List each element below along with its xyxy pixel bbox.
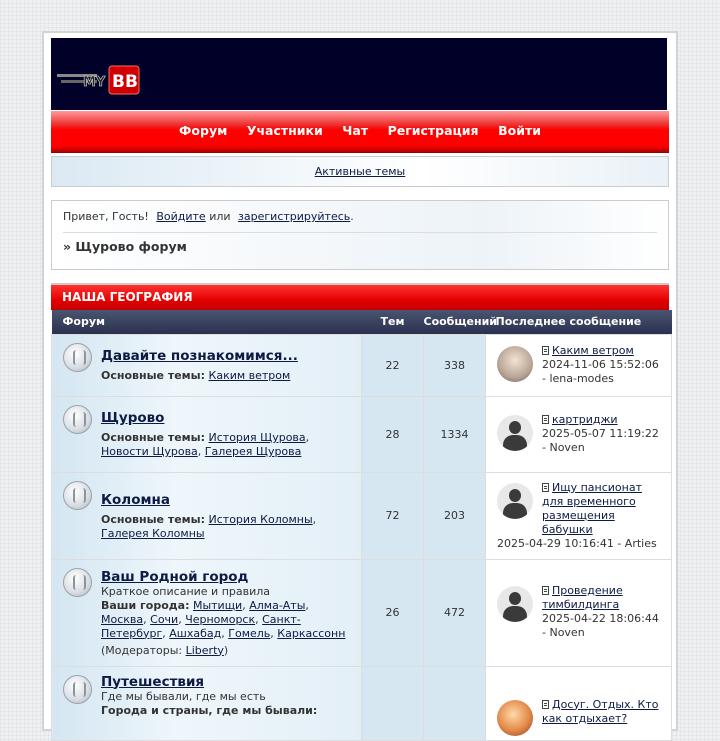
forum-description: Где мы бывали, где мы есть bbox=[101, 689, 266, 703]
forum-cell bbox=[52, 666, 362, 740]
moderators-close: ) bbox=[223, 643, 229, 657]
forum-cell: Коломна Основные темы: История Коломны, Галерея Коломны bbox=[52, 472, 362, 559]
welcome-box bbox=[51, 200, 669, 270]
subforum-link[interactable]: Каркассонн bbox=[277, 626, 346, 640]
subforum-link[interactable]: Гомель bbox=[228, 626, 271, 640]
last-post-link[interactable]: Каким ветром bbox=[552, 344, 634, 357]
menu-chat[interactable]: Чат bbox=[342, 123, 369, 138]
col-posts bbox=[423, 310, 498, 334]
subforum-link[interactable]: Черноморск bbox=[185, 612, 256, 626]
svg-text:BB: BB bbox=[112, 72, 138, 92]
avatar[interactable] bbox=[497, 483, 533, 519]
last-post-link[interactable]: Ищу пансионат для временного размещения бабушки bbox=[542, 480, 642, 536]
col-posts-label: Сообщений bbox=[423, 315, 498, 329]
document-icon bbox=[542, 483, 549, 492]
last-post-link[interactable]: картриджи bbox=[552, 413, 618, 426]
divider bbox=[63, 232, 657, 233]
col-last-post: Последнее сообщение bbox=[486, 310, 672, 334]
avatar[interactable] bbox=[497, 346, 533, 382]
last-post-link[interactable]: Проведение тимбилдинга bbox=[542, 583, 623, 611]
forum-title[interactable]: Коломна bbox=[101, 491, 170, 508]
last-post-date: 2024-11-06 15:52:06 bbox=[542, 358, 659, 371]
document-icon bbox=[542, 586, 549, 595]
table-row bbox=[52, 472, 672, 559]
subforum-link[interactable]: Галерея Щурова bbox=[204, 445, 302, 458]
col-forum: Форум bbox=[52, 310, 362, 334]
or-text: или bbox=[209, 210, 231, 223]
login-link[interactable]: Войдите bbox=[156, 210, 206, 223]
topics-count: 22 bbox=[362, 334, 424, 396]
col-topics: Тем bbox=[362, 310, 424, 334]
subforum-link[interactable]: Ашхабад bbox=[169, 626, 222, 640]
avatar[interactable] bbox=[497, 700, 533, 736]
subforum-link[interactable]: Москва bbox=[101, 612, 144, 626]
last-post-cell bbox=[486, 666, 672, 740]
subforum-link[interactable]: История Щурова bbox=[208, 431, 306, 444]
forum-status-icon bbox=[63, 675, 92, 704]
table-row bbox=[52, 666, 672, 740]
avatar[interactable] bbox=[497, 415, 533, 451]
last-post-author: - Noven bbox=[542, 441, 585, 454]
posts-count: 338 bbox=[424, 334, 486, 396]
mybb-logo-icon[interactable] bbox=[57, 62, 141, 96]
forum-cell: Щурово Основные темы: История Щурова, Новости Щурова, Галерея Щурова bbox=[52, 396, 362, 472]
active-topics-bar bbox=[51, 156, 669, 187]
document-icon bbox=[542, 415, 549, 424]
moderator-link[interactable]: Liberty bbox=[185, 643, 224, 657]
last-post-cell bbox=[486, 472, 672, 559]
table-row bbox=[52, 559, 672, 666]
forum-title[interactable]: Давайте познакомимся... bbox=[101, 348, 298, 364]
breadcrumb: » Щурово форум bbox=[63, 239, 187, 254]
last-post-cell bbox=[486, 559, 672, 666]
category-header: НАША ГЕОГРАФИЯ bbox=[51, 283, 669, 310]
last-post-author: - lena-modes bbox=[542, 372, 614, 385]
main-menu bbox=[51, 111, 669, 153]
avatar[interactable] bbox=[497, 586, 533, 622]
subforum-link[interactable]: Новости Щурова bbox=[101, 445, 198, 458]
menu-users[interactable]: Участники bbox=[246, 123, 323, 138]
forum-status-icon bbox=[63, 568, 92, 597]
active-topics-link[interactable]: Активные темы bbox=[314, 165, 406, 178]
subforum-link[interactable]: Галерея Коломны bbox=[101, 526, 205, 540]
forum-status-icon bbox=[63, 481, 92, 510]
subforums-label: Основные темы: bbox=[101, 512, 206, 526]
last-post-link[interactable]: Досуг. Отдых. Кто как отдыхает? bbox=[542, 697, 659, 725]
last-post-author: - Noven bbox=[542, 625, 585, 639]
forum-title[interactable]: Путешествия bbox=[101, 673, 205, 690]
last-post-date: 2025-04-22 18:06:44 bbox=[542, 611, 659, 625]
subforums-label: Ваши города: bbox=[101, 598, 190, 612]
svg-text:MY: MY bbox=[83, 75, 106, 90]
greeting: Привет, Гость! bbox=[63, 210, 149, 223]
table-row bbox=[52, 334, 672, 396]
site-header bbox=[51, 38, 669, 111]
dot-text: . bbox=[350, 210, 354, 223]
menu-forum[interactable]: Форум bbox=[179, 123, 228, 138]
forum-status-icon bbox=[63, 405, 92, 434]
posts-count bbox=[424, 666, 486, 740]
forum-table bbox=[51, 310, 672, 741]
subforum-link[interactable]: История Коломны bbox=[208, 512, 313, 526]
subforums-label: Основные темы: bbox=[101, 431, 206, 444]
posts-count: 1334 bbox=[424, 396, 486, 472]
subforum-link[interactable]: Алма-Аты bbox=[249, 598, 306, 612]
register-link[interactable]: зарегистрируйтесь bbox=[238, 210, 351, 223]
topics-count: 28 bbox=[362, 396, 424, 472]
last-post-cell bbox=[486, 334, 672, 396]
forum-title[interactable]: Щурово bbox=[101, 410, 165, 426]
page-container bbox=[42, 31, 678, 731]
menu-login[interactable]: Войти bbox=[498, 123, 541, 138]
forum-status-icon bbox=[63, 343, 92, 372]
subforums-label: Основные темы: bbox=[101, 369, 206, 382]
forum-cell: Ваш Родной город Краткое описание и правила Ваши города: Мытищи, Алма-Аты, Москва, Сочи, Черноморск, Санкт-Петербург, Ашхабад, Гомель, Каркассонн (Модераторы: Liberty) bbox=[52, 559, 362, 666]
last-post-cell bbox=[486, 396, 672, 472]
forum-title[interactable]: Ваш Родной город bbox=[101, 568, 249, 585]
subforum-link[interactable]: Мытищи bbox=[192, 598, 243, 612]
subforums-label: Города и страны, где мы бывали: bbox=[101, 703, 318, 717]
welcome-text bbox=[63, 210, 657, 223]
topics-count: 26 bbox=[362, 559, 424, 666]
posts-count: 472 bbox=[424, 559, 486, 666]
subforum-link[interactable]: Каким ветром bbox=[208, 369, 291, 382]
document-icon bbox=[542, 700, 549, 709]
menu-register[interactable]: Регистрация bbox=[387, 123, 479, 138]
moderators-label: (Модераторы: bbox=[101, 643, 183, 657]
table-row bbox=[52, 396, 672, 472]
forum-cell bbox=[52, 334, 362, 396]
forum-description: Краткое описание и правила bbox=[101, 584, 271, 598]
topics-count bbox=[362, 666, 424, 740]
last-post-date: 2025-04-29 10:16:41 - Arties bbox=[497, 536, 657, 550]
subforum-link[interactable]: Сочи bbox=[150, 612, 179, 626]
posts-count: 203 bbox=[424, 472, 486, 559]
last-post-date: 2025-05-07 11:19:22 bbox=[542, 427, 659, 440]
subforum-link[interactable]: Санкт-Петербург bbox=[101, 612, 301, 640]
topics-count: 72 bbox=[362, 472, 424, 559]
document-icon bbox=[542, 346, 549, 355]
